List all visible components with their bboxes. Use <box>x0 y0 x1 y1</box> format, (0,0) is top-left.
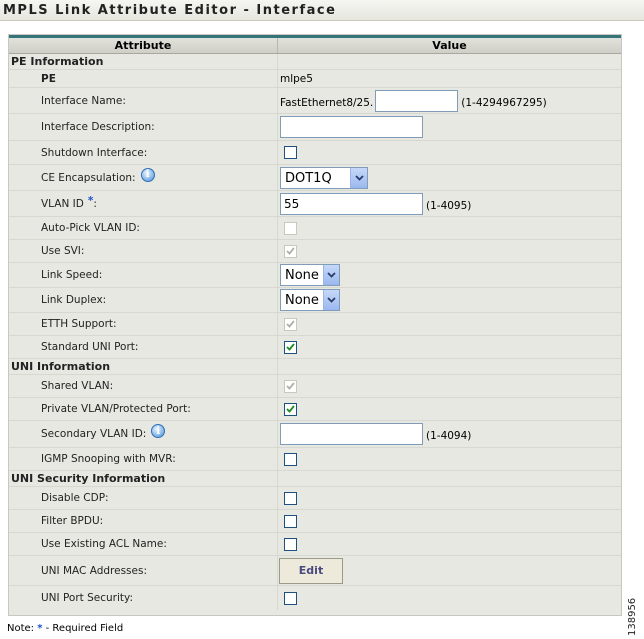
table-header <box>9 38 621 54</box>
section-uni-information <box>9 359 621 375</box>
row-ce-encapsulation <box>9 165 621 191</box>
row-vlan-id <box>9 191 621 217</box>
row-private-vlan <box>9 398 621 421</box>
check-icon <box>286 343 295 351</box>
igmp-snooping-checkbox[interactable] <box>284 453 297 466</box>
required-field-note <box>7 623 123 634</box>
row-uni-mac-addresses <box>9 556 621 586</box>
chevron-down-icon[interactable] <box>323 290 339 310</box>
attribute-table <box>8 34 622 616</box>
secondary-vlan-label: Secondary VLAN ID: <box>41 428 147 440</box>
use-svi-label: Use SVI: <box>9 240 278 262</box>
row-auto-pick-vlan <box>9 217 621 240</box>
private-vlan-checkbox[interactable] <box>284 403 297 416</box>
row-igmp-snooping <box>9 448 621 471</box>
figure-number: 138956 <box>627 597 638 636</box>
filter-bpdu-label: Filter BPDU: <box>9 510 278 532</box>
ce-encapsulation-label: CE Encapsulation: <box>41 171 136 184</box>
row-link-speed <box>9 263 621 288</box>
link-duplex-select[interactable] <box>280 289 340 311</box>
ce-encapsulation-select[interactable] <box>280 167 368 189</box>
uni-mac-label: UNI MAC Addresses: <box>9 556 278 585</box>
row-link-duplex <box>9 288 621 313</box>
existing-acl-label: Use Existing ACL Name: <box>9 533 278 555</box>
shutdown-interface-label: Shutdown Interface: <box>9 141 278 164</box>
etth-support-label: ETTH Support: <box>9 313 278 335</box>
section-title: PE Information <box>9 54 278 69</box>
row-shared-vlan <box>9 375 621 398</box>
standard-uni-port-checkbox[interactable] <box>284 341 297 354</box>
check-icon <box>286 320 295 328</box>
note-prefix: Note: <box>7 623 38 634</box>
interface-name-prefix: FastEthernet8/25. <box>280 96 374 109</box>
vlan-id-input[interactable] <box>280 193 423 215</box>
row-uni-port-security <box>9 586 621 610</box>
etth-support-checkbox <box>284 318 297 331</box>
section-title: UNI Information <box>9 359 278 374</box>
private-vlan-label: Private VLAN/Protected Port: <box>9 398 278 420</box>
page-title: MPLS Link Attribute Editor - Interface <box>0 0 644 21</box>
vlan-id-range: (1-4095) <box>426 199 472 212</box>
info-icon[interactable]: i <box>141 168 155 182</box>
header-value: Value <box>432 39 467 52</box>
check-icon <box>286 247 295 255</box>
row-etth-support <box>9 313 621 336</box>
secondary-vlan-range: (1-4094) <box>426 430 472 442</box>
row-shutdown-interface <box>9 141 621 165</box>
interface-name-input[interactable] <box>375 90 458 112</box>
pe-value: mlpe5 <box>280 72 313 85</box>
required-marker: * <box>37 623 43 634</box>
row-interface-description <box>9 114 621 141</box>
section-pe-information <box>9 54 621 70</box>
interface-description-input[interactable] <box>280 116 423 138</box>
chevron-down-icon[interactable] <box>323 265 339 285</box>
row-disable-cdp <box>9 487 621 510</box>
shared-vlan-label: Shared VLAN: <box>9 375 278 397</box>
shutdown-interface-checkbox[interactable] <box>284 146 297 159</box>
row-secondary-vlan <box>9 421 621 448</box>
ce-encapsulation-value: DOT1Q <box>285 170 332 186</box>
link-speed-select[interactable] <box>280 264 340 286</box>
vlan-id-colon: : <box>93 197 97 210</box>
link-speed-value: None <box>285 268 319 283</box>
uni-port-security-label: UNI Port Security: <box>9 586 278 610</box>
link-speed-label: Link Speed: <box>9 263 278 287</box>
interface-description-label: Interface Description: <box>9 114 278 140</box>
disable-cdp-checkbox[interactable] <box>284 492 297 505</box>
disable-cdp-label: Disable CDP: <box>9 487 278 509</box>
interface-name-label: Interface Name: <box>9 88 278 113</box>
info-icon[interactable]: i <box>151 424 165 438</box>
uni-port-security-checkbox[interactable] <box>284 592 297 605</box>
header-attribute: Attribute <box>9 38 278 53</box>
igmp-snooping-label: IGMP Snooping with MVR: <box>9 448 278 470</box>
pe-label: PE <box>9 70 278 87</box>
row-existing-acl <box>9 533 621 556</box>
row-pe <box>9 70 621 88</box>
row-filter-bpdu <box>9 510 621 533</box>
link-duplex-label: Link Duplex: <box>9 288 278 312</box>
required-marker: * <box>87 194 94 207</box>
row-standard-uni-port <box>9 336 621 359</box>
edit-button[interactable]: Edit <box>279 558 343 584</box>
vlan-id-label: VLAN ID <box>41 197 84 210</box>
secondary-vlan-input[interactable] <box>280 423 423 445</box>
interface-name-range: (1-4294967295) <box>461 96 547 109</box>
auto-pick-vlan-label: Auto-Pick VLAN ID: <box>9 217 278 239</box>
auto-pick-vlan-checkbox <box>284 222 297 235</box>
link-duplex-value: None <box>285 293 319 308</box>
filter-bpdu-checkbox[interactable] <box>284 515 297 528</box>
row-interface-name <box>9 88 621 114</box>
row-use-svi <box>9 240 621 263</box>
section-uni-security-information <box>9 471 621 487</box>
check-icon <box>286 382 295 390</box>
existing-acl-checkbox[interactable] <box>284 538 297 551</box>
chevron-down-icon[interactable] <box>350 168 367 188</box>
shared-vlan-checkbox <box>284 380 297 393</box>
note-suffix: - Required Field <box>42 623 124 634</box>
standard-uni-port-label: Standard UNI Port: <box>9 336 278 358</box>
check-icon <box>286 405 295 413</box>
section-title: UNI Security Information <box>9 471 278 486</box>
use-svi-checkbox <box>284 245 297 258</box>
